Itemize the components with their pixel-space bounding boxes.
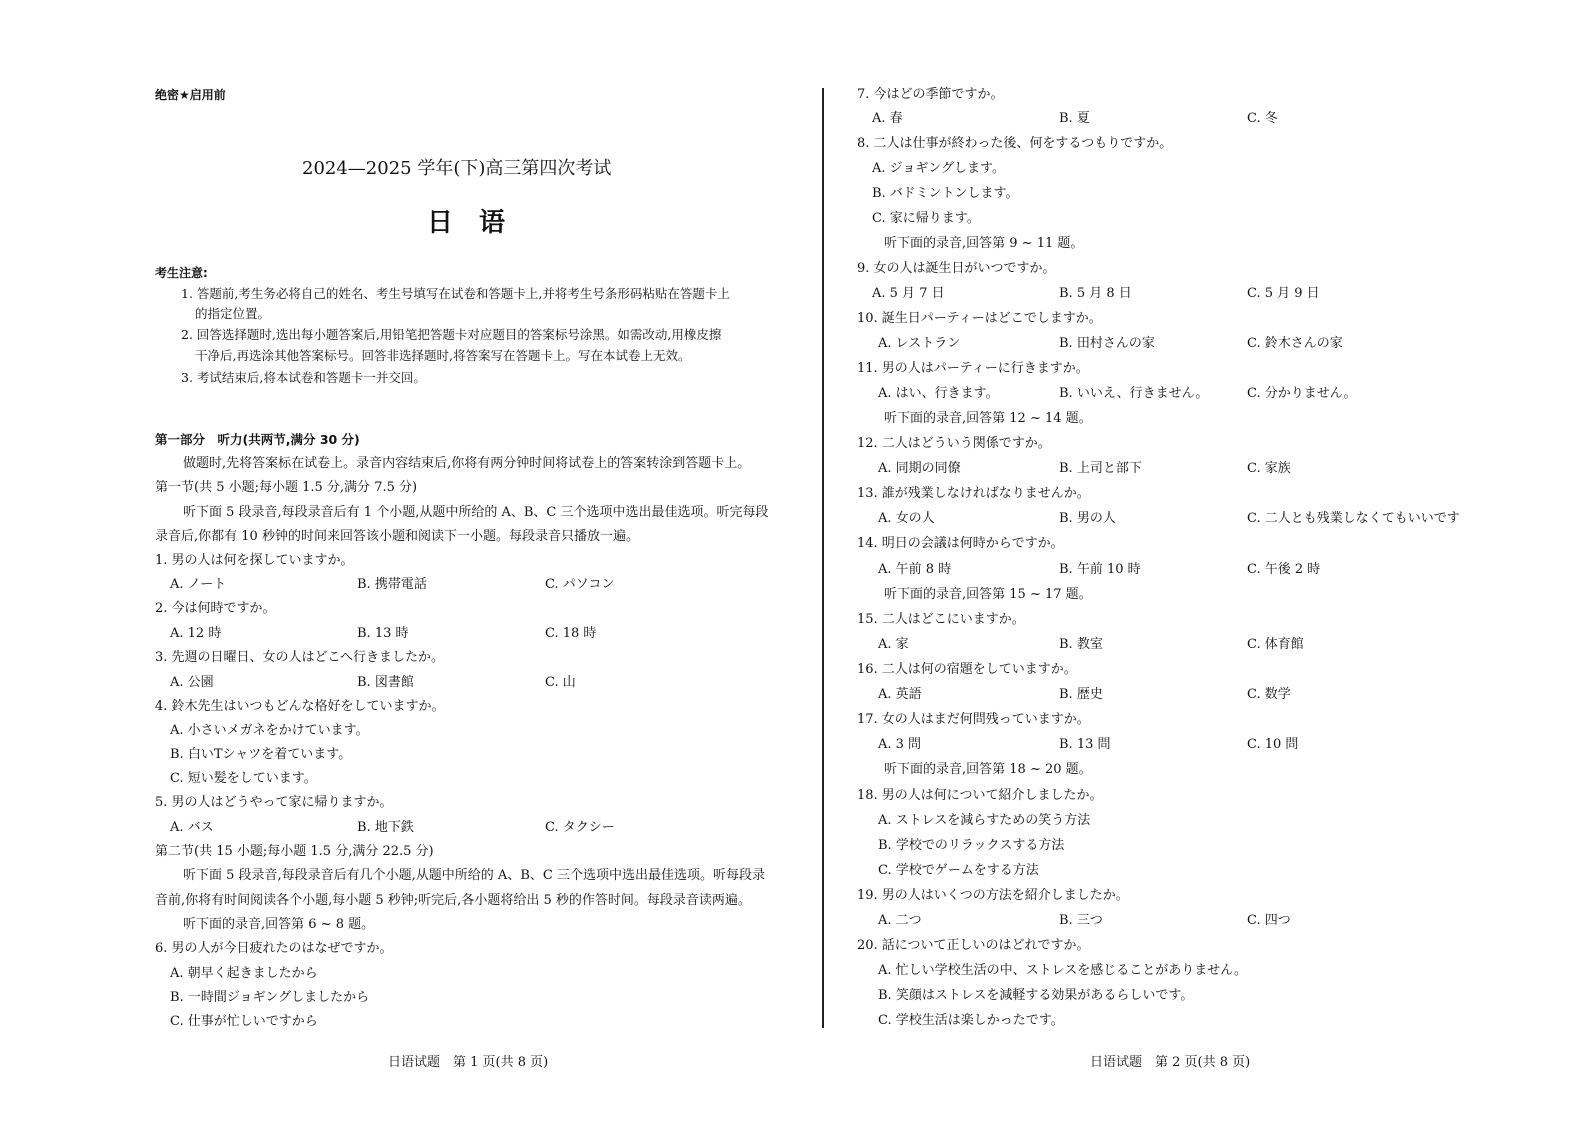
question-9: 9. 女の人は誕生日がいつですか。	[857, 261, 1056, 276]
option-a: A. 二つ	[878, 913, 922, 928]
option-c: C. 二人とも残業しなくてもいいです	[1247, 511, 1460, 526]
notice-item: 的指定位置。	[195, 306, 271, 321]
question-4: 4. 鈴木先生はいつもどんな格好をしていますか。	[155, 699, 445, 714]
option-c: C. 鈴木さんの家	[1247, 336, 1343, 351]
option-b: B. 図書館	[357, 675, 414, 690]
page-footer-left: 日语试题 第 1 页(共 8 页)	[388, 1055, 549, 1070]
option-b: B. 一時間ジョギングしましたから	[170, 990, 370, 1005]
option-a: A. 忙しい学校生活の中、ストレスを感じることがありません。	[878, 963, 1248, 978]
option-b: B. 夏	[1059, 111, 1090, 126]
option-b: B. バドミントンします。	[872, 186, 1019, 201]
option-b: B. 13 時	[357, 626, 409, 641]
question-3: 3. 先週の日曜日、女の人はどこへ行きましたか。	[155, 650, 445, 665]
listen-instruction: 听下面的录音,回答第 12 ~ 14 题。	[884, 411, 1092, 426]
option-a: A. 春	[872, 111, 903, 126]
question-18: 18. 男の人は何について紹介しましたか。	[857, 788, 1103, 803]
question-13: 13. 誰が残業しなければなりませんか。	[857, 486, 1090, 501]
section1-instruction: 录音后,你都有 10 秒钟的时间来回答该小题和阅读下一小题。每段录音只播放一遍。	[155, 529, 639, 544]
option-a: A. レストラン	[878, 336, 961, 351]
option-c: C. 学校でゲームをする方法	[878, 863, 1039, 878]
question-10: 10. 誕生日パーティーはどこでしますか。	[857, 311, 1102, 326]
option-b: B. 白いTシャツを着ています。	[170, 747, 352, 762]
option-b: B. 三つ	[1059, 913, 1103, 928]
option-c: C. 家に帰ります。	[872, 211, 980, 226]
question-1: 1. 男の人は何を探していますか。	[155, 553, 354, 568]
notice-item: 1. 答题前,考生务必将自己的姓名、考生号填写在试卷和答题卡上,并将考生号条形码粘贴在答题卡上	[181, 286, 730, 301]
section2-instruction: 听下面 5 段录音,每段录音后有几个小题,从题中所给的 A、B、C 三个选项中选出最佳选项。听每段录	[183, 868, 765, 883]
option-b: B. 地下鉄	[357, 820, 414, 835]
option-c: C. 短い髪をしています。	[170, 771, 317, 786]
option-b: B. 上司と部下	[1059, 461, 1142, 476]
option-c: C. 午後 2 時	[1247, 562, 1321, 577]
option-b: B. 携帯電話	[357, 577, 427, 592]
option-a: A. 朝早く起きましたから	[170, 966, 318, 981]
option-a: A. 公園	[170, 675, 214, 690]
listen-instruction: 听下面的录音,回答第 15 ~ 17 题。	[884, 587, 1092, 602]
option-a: A. 小さいメガネをかけています。	[170, 723, 369, 738]
question-7: 7. 今はどの季節ですか。	[857, 87, 1004, 102]
notice-item: 2. 回答选择题时,选出每小题答案后,用铅笔把答题卡对应题目的答案标号涂黑。如需改动,用橡皮擦	[181, 327, 722, 342]
option-c: C. 10 問	[1247, 737, 1299, 752]
option-c: C. 家族	[1247, 461, 1291, 476]
option-c: C. 体育館	[1247, 637, 1304, 652]
section2-title: 第二节(共 15 小题;每小题 1.5 分,满分 22.5 分)	[155, 844, 434, 859]
option-c: C. タクシー	[545, 820, 615, 835]
option-a: A. ストレスを減らすための笑う方法	[878, 813, 1091, 828]
option-c: C. パソコン	[545, 577, 615, 592]
section2-instruction: 音前,你将有时间阅读各个小题,每小题 5 秒钟;听完后,各小题将给出 5 秒的作答时间。每段录音读两遍。	[155, 893, 751, 908]
listen-instruction: 听下面的录音,回答第 9 ~ 11 题。	[884, 236, 1084, 251]
subject-title: 日 语	[427, 208, 506, 238]
page-footer-right: 日语试题 第 2 页(共 8 页)	[1090, 1055, 1251, 1070]
option-c: C. 数学	[1247, 687, 1291, 702]
section1-instruction: 听下面 5 段录音,每段录音后有 1 个小题,从题中所给的 A、B、C 三个选项中选出最佳选项。听完每段	[183, 505, 769, 520]
listen-instruction: 听下面的录音,回答第 18 ~ 20 题。	[884, 762, 1092, 777]
option-b: B. 5 月 8 日	[1059, 286, 1132, 301]
question-17: 17. 女の人はまだ何問残っていますか。	[857, 712, 1090, 727]
question-5: 5. 男の人はどうやって家に帰りますか。	[155, 795, 393, 810]
option-a: A. ジョギングします。	[872, 161, 1005, 176]
option-a: A. バス	[170, 820, 214, 835]
option-c: C. 分かりません。	[1247, 386, 1357, 401]
option-a: A. 午前 8 時	[878, 562, 952, 577]
column-divider	[822, 88, 824, 1028]
option-b: B. 男の人	[1059, 511, 1116, 526]
question-8: 8. 二人は仕事が終わった後、何をするつもりですか。	[857, 136, 1173, 151]
option-a: A. 12 時	[170, 626, 222, 641]
listen-instruction: 听下面的录音,回答第 6 ~ 8 题。	[183, 917, 375, 932]
option-b: B. 教室	[1059, 637, 1103, 652]
question-19: 19. 男の人はいくつの方法を紹介しましたか。	[857, 888, 1129, 903]
question-14: 14. 明日の会議は何時からですか。	[857, 536, 1064, 551]
secret-label: 绝密★启用前	[155, 88, 226, 102]
option-a: A. 女の人	[878, 511, 935, 526]
question-12: 12. 二人はどういう関係ですか。	[857, 436, 1051, 451]
option-a: A. ノート	[170, 577, 227, 592]
option-c: C. 学校生活は楽しかったです。	[878, 1013, 1064, 1028]
part1-title: 第一部分 听力(共两节,满分 30 分)	[155, 432, 360, 447]
option-b: B. 歴史	[1059, 687, 1103, 702]
part1-intro: 做题时,先将答案标在试卷上。录音内容结束后,你将有两分钟时间将试卷上的答案转涂到答题卡上。	[183, 456, 751, 471]
option-b: B. 13 問	[1059, 737, 1111, 752]
question-6: 6. 男の人が今日疲れたのはなぜですか。	[155, 941, 393, 956]
option-b: B. 田村さんの家	[1059, 336, 1155, 351]
option-b: B. 学校でのリラックスする方法	[878, 838, 1065, 853]
option-b: B. 笑顔はストレスを減軽する効果があるらしいです。	[878, 988, 1194, 1003]
option-a: A. 同期の同僚	[878, 461, 961, 476]
option-c: C. 5 月 9 日	[1247, 286, 1320, 301]
exam-title: 2024—2025 学年(下)高三第四次考试	[302, 158, 612, 179]
question-16: 16. 二人は何の宿題をしていますか。	[857, 662, 1077, 677]
question-11: 11. 男の人はパーティーに行きますか。	[857, 361, 1089, 376]
section1-title: 第一节(共 5 小题;每小题 1.5 分,满分 7.5 分)	[155, 480, 418, 495]
option-a: A. 家	[878, 637, 909, 652]
option-b: B. いいえ、行きません。	[1059, 386, 1209, 401]
option-c: C. 四つ	[1247, 913, 1291, 928]
option-a: A. はい、行きます。	[878, 386, 999, 401]
notice-item: 3. 考试结束后,将本试卷和答题卡一并交回。	[181, 370, 426, 385]
option-c: C. 山	[545, 675, 576, 690]
option-c: C. 仕事が忙しいですから	[170, 1014, 318, 1029]
option-c: C. 18 時	[545, 626, 597, 641]
question-20: 20. 話について正しいのはどれですか。	[857, 938, 1090, 953]
option-a: A. 5 月 7 日	[872, 286, 945, 301]
option-a: A. 英語	[878, 687, 922, 702]
option-a: A. 3 問	[878, 737, 922, 752]
notice-item: 干净后,再选涂其他答案标号。回答非选择题时,将答案写在答题卡上。写在本试卷上无效。	[195, 348, 691, 363]
notice-heading: 考生注意:	[155, 266, 208, 280]
question-2: 2. 今は何時ですか。	[155, 601, 276, 616]
option-b: B. 午前 10 時	[1059, 562, 1141, 577]
option-c: C. 冬	[1247, 111, 1278, 126]
question-15: 15. 二人はどこにいますか。	[857, 612, 1025, 627]
